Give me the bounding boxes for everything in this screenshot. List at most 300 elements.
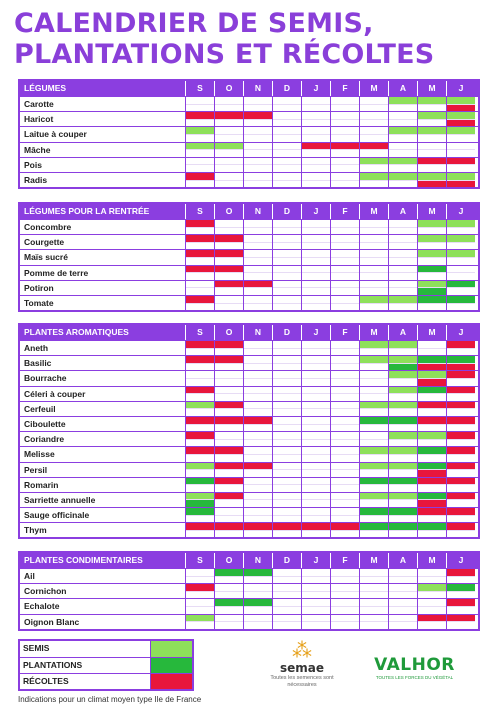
empty-mark	[302, 387, 330, 394]
section-header	[20, 81, 478, 96]
empty-mark	[186, 378, 214, 386]
empty-mark	[389, 104, 417, 112]
plantation-mark	[389, 523, 417, 530]
month-cell	[417, 296, 446, 310]
empty-mark	[447, 287, 475, 295]
month-cell	[214, 127, 243, 141]
month-cell	[359, 250, 388, 264]
month-cell	[185, 569, 214, 583]
empty-mark	[215, 363, 243, 371]
semae-logo	[262, 640, 342, 689]
month-cell	[417, 341, 446, 355]
month-cell	[388, 296, 417, 310]
empty-mark	[186, 104, 214, 112]
empty-mark	[360, 235, 388, 242]
empty-mark	[244, 493, 272, 500]
month-cell	[359, 235, 388, 249]
empty-mark	[302, 515, 330, 523]
month-cell	[359, 173, 388, 187]
month-cell	[388, 478, 417, 492]
empty-mark	[215, 303, 243, 311]
empty-mark	[418, 348, 446, 356]
empty-mark	[360, 242, 388, 250]
recolte-mark	[215, 250, 243, 257]
recolte-mark	[418, 363, 446, 371]
month-cell	[272, 143, 301, 157]
empty-mark	[215, 104, 243, 112]
empty-mark	[302, 164, 330, 172]
empty-mark	[273, 432, 301, 439]
month-cell	[417, 266, 446, 280]
month-cell	[214, 523, 243, 537]
empty-mark	[360, 281, 388, 288]
empty-mark	[186, 515, 214, 523]
month-cell	[388, 235, 417, 249]
month-cell	[301, 127, 330, 141]
empty-mark	[215, 227, 243, 235]
empty-mark	[302, 569, 330, 576]
empty-mark	[273, 499, 301, 507]
empty-mark	[273, 134, 301, 142]
month-cell	[301, 143, 330, 157]
month-cell	[359, 281, 388, 295]
title-line-2: PLANTATIONS ET RÉCOLTES	[14, 39, 435, 70]
empty-mark	[273, 356, 301, 363]
month-header: N	[243, 204, 272, 219]
month-cell	[272, 569, 301, 583]
month-cell	[272, 112, 301, 126]
empty-mark	[302, 447, 330, 454]
empty-mark	[273, 235, 301, 242]
plantation-mark	[186, 499, 214, 507]
empty-mark	[215, 127, 243, 134]
month-cell	[388, 508, 417, 522]
empty-mark	[215, 584, 243, 591]
empty-mark	[302, 112, 330, 119]
month-cell	[417, 447, 446, 461]
month-header: M	[417, 81, 446, 96]
month-cell	[359, 493, 388, 507]
empty-mark	[302, 615, 330, 622]
recolte-mark	[418, 615, 446, 622]
semis-mark	[186, 402, 214, 409]
month-cell	[417, 112, 446, 126]
month-cell	[243, 97, 272, 111]
empty-mark	[331, 173, 359, 180]
month-cell	[185, 463, 214, 477]
month-cell	[185, 296, 214, 310]
empty-mark	[215, 220, 243, 227]
recolte-mark	[186, 266, 214, 273]
month-cell	[417, 356, 446, 370]
recolte-mark	[447, 478, 475, 485]
empty-mark	[447, 134, 475, 142]
empty-mark	[273, 272, 301, 280]
month-cell	[359, 266, 388, 280]
month-cell	[446, 463, 475, 477]
empty-mark	[389, 164, 417, 172]
month-cell	[330, 387, 359, 401]
empty-mark	[360, 134, 388, 142]
empty-mark	[360, 591, 388, 599]
month-cell	[214, 478, 243, 492]
month-cell	[330, 447, 359, 461]
empty-mark	[389, 408, 417, 416]
empty-mark	[331, 242, 359, 250]
plantation-mark	[186, 478, 214, 485]
empty-mark	[302, 281, 330, 288]
empty-mark	[447, 266, 475, 273]
month-cell	[388, 250, 417, 264]
empty-mark	[273, 599, 301, 606]
empty-mark	[447, 424, 475, 432]
empty-mark	[302, 296, 330, 303]
month-cell	[417, 402, 446, 416]
empty-mark	[360, 469, 388, 477]
empty-mark	[244, 173, 272, 180]
empty-mark	[331, 104, 359, 112]
month-cell	[330, 371, 359, 385]
month-cell	[388, 417, 417, 431]
section-legumes	[18, 79, 480, 189]
empty-mark	[302, 469, 330, 477]
empty-mark	[273, 454, 301, 462]
recolte-mark	[215, 417, 243, 424]
valhor-tagline: TOUTES LES FORCES DU VÉGÉTAL	[375, 675, 454, 680]
empty-mark	[186, 303, 214, 311]
empty-mark	[186, 408, 214, 416]
month-cell	[272, 493, 301, 507]
empty-mark	[302, 173, 330, 180]
empty-mark	[273, 104, 301, 112]
empty-mark	[273, 363, 301, 371]
month-cell	[388, 127, 417, 141]
month-cell	[301, 250, 330, 264]
recolte-mark	[186, 584, 214, 591]
month-cell	[185, 158, 214, 172]
empty-mark	[244, 371, 272, 378]
empty-mark	[331, 158, 359, 165]
month-cell	[243, 432, 272, 446]
month-cell	[243, 493, 272, 507]
empty-mark	[389, 235, 417, 242]
month-header: J	[446, 553, 475, 568]
recolte-mark	[215, 112, 243, 119]
recolte-mark	[447, 387, 475, 394]
recolte-mark	[447, 119, 475, 127]
recolte-mark	[447, 432, 475, 439]
empty-mark	[244, 272, 272, 280]
empty-mark	[331, 149, 359, 157]
semis-mark	[389, 432, 417, 439]
empty-mark	[244, 149, 272, 157]
plant-name: Coriandre	[24, 434, 65, 445]
month-cell	[446, 432, 475, 446]
semis-mark	[360, 447, 388, 454]
empty-mark	[302, 591, 330, 599]
recolte-mark	[215, 266, 243, 273]
month-cell	[417, 615, 446, 629]
empty-mark	[302, 287, 330, 295]
empty-mark	[302, 371, 330, 378]
empty-mark	[360, 606, 388, 614]
empty-mark	[360, 287, 388, 295]
month-cell	[417, 387, 446, 401]
table-row	[20, 401, 478, 416]
empty-mark	[273, 569, 301, 576]
plantation-mark	[244, 599, 272, 606]
month-cell	[185, 599, 214, 613]
month-header: M	[359, 325, 388, 340]
month-cell	[214, 599, 243, 613]
month-cell	[446, 112, 475, 126]
empty-mark	[360, 266, 388, 273]
empty-mark	[215, 97, 243, 104]
legend-row-semis	[20, 641, 192, 657]
month-cell	[417, 235, 446, 249]
empty-mark	[447, 164, 475, 172]
recolte-mark	[302, 143, 330, 150]
empty-mark	[215, 432, 243, 439]
empty-mark	[331, 484, 359, 492]
month-header: N	[243, 81, 272, 96]
recolte-mark	[186, 220, 214, 227]
month-cell	[243, 356, 272, 370]
month-cell	[214, 387, 243, 401]
month-cell	[185, 235, 214, 249]
month-cell	[359, 127, 388, 141]
empty-mark	[389, 591, 417, 599]
month-header: S	[185, 553, 214, 568]
month-cell	[185, 220, 214, 234]
empty-mark	[302, 584, 330, 591]
month-cell	[446, 127, 475, 141]
semis-mark	[447, 127, 475, 134]
table-row	[20, 416, 478, 431]
month-cell	[301, 523, 330, 537]
table-row	[20, 386, 478, 401]
month-cell	[359, 432, 388, 446]
page-title	[14, 8, 494, 70]
empty-mark	[273, 158, 301, 165]
month-cell	[243, 447, 272, 461]
empty-mark	[418, 164, 446, 172]
empty-mark	[215, 348, 243, 356]
empty-mark	[389, 220, 417, 227]
month-cell	[417, 371, 446, 385]
month-cell	[417, 143, 446, 157]
empty-mark	[215, 296, 243, 303]
empty-mark	[418, 599, 446, 606]
month-cell	[330, 173, 359, 187]
recolte-mark	[447, 402, 475, 409]
empty-mark	[273, 469, 301, 477]
empty-mark	[302, 417, 330, 424]
empty-mark	[389, 134, 417, 142]
empty-mark	[215, 484, 243, 492]
empty-mark	[360, 112, 388, 119]
semis-mark	[389, 173, 417, 180]
month-cell	[301, 371, 330, 385]
semae-name: semae	[279, 661, 325, 675]
month-cell	[214, 296, 243, 310]
table-row	[20, 507, 478, 522]
table-row	[20, 126, 478, 141]
month-header: A	[388, 204, 417, 219]
month-cell	[185, 250, 214, 264]
empty-mark	[360, 615, 388, 622]
recolte-mark	[447, 371, 475, 378]
empty-mark	[331, 606, 359, 614]
empty-mark	[331, 235, 359, 242]
empty-mark	[331, 591, 359, 599]
empty-mark	[447, 499, 475, 507]
month-cell	[185, 432, 214, 446]
month-cell	[185, 402, 214, 416]
empty-mark	[302, 576, 330, 584]
empty-mark	[360, 387, 388, 394]
month-cell	[330, 599, 359, 613]
month-cell	[417, 432, 446, 446]
empty-mark	[360, 515, 388, 523]
plant-name: Cornichon	[24, 586, 67, 597]
semis-mark	[418, 220, 446, 227]
month-cell	[243, 508, 272, 522]
empty-mark	[215, 158, 243, 165]
month-cell	[272, 341, 301, 355]
legend-label-recoltes: RÉCOLTES	[23, 676, 69, 686]
month-cell	[446, 402, 475, 416]
empty-mark	[244, 119, 272, 127]
month-cell	[446, 143, 475, 157]
empty-mark	[186, 591, 214, 599]
empty-mark	[302, 484, 330, 492]
month-cell	[272, 432, 301, 446]
empty-mark	[331, 393, 359, 401]
month-cell	[243, 463, 272, 477]
empty-mark	[273, 250, 301, 257]
month-cell	[330, 296, 359, 310]
plantation-mark	[418, 266, 446, 273]
month-cell	[417, 508, 446, 522]
empty-mark	[389, 119, 417, 127]
empty-mark	[186, 439, 214, 447]
empty-mark	[447, 530, 475, 538]
empty-mark	[302, 508, 330, 515]
empty-mark	[273, 180, 301, 188]
empty-mark	[418, 530, 446, 538]
empty-mark	[244, 341, 272, 348]
empty-mark	[244, 143, 272, 150]
month-cell	[388, 402, 417, 416]
recolte-mark	[186, 387, 214, 394]
month-cell	[388, 356, 417, 370]
table-row	[20, 462, 478, 477]
month-cell	[214, 341, 243, 355]
table-row	[20, 96, 478, 111]
empty-mark	[215, 454, 243, 462]
empty-mark	[302, 363, 330, 371]
semis-mark	[360, 341, 388, 348]
empty-mark	[302, 408, 330, 416]
month-cell	[446, 417, 475, 431]
empty-mark	[186, 576, 214, 584]
month-cell	[330, 417, 359, 431]
month-cell	[388, 97, 417, 111]
table-row	[20, 614, 478, 629]
empty-mark	[418, 341, 446, 348]
semis-mark	[418, 127, 446, 134]
empty-mark	[331, 584, 359, 591]
empty-mark	[273, 478, 301, 485]
empty-mark	[360, 149, 388, 157]
month-header: O	[214, 325, 243, 340]
month-header: J	[301, 81, 330, 96]
plant-name: Tomate	[24, 297, 54, 308]
recolte-mark	[273, 523, 301, 530]
semis-mark	[389, 447, 417, 454]
empty-mark	[244, 408, 272, 416]
month-cell	[388, 463, 417, 477]
recolte-mark	[447, 493, 475, 500]
empty-mark	[273, 417, 301, 424]
empty-mark	[273, 371, 301, 378]
semis-mark	[418, 112, 446, 119]
empty-mark	[389, 499, 417, 507]
empty-mark	[273, 439, 301, 447]
empty-mark	[273, 97, 301, 104]
month-cell	[243, 112, 272, 126]
recolte-mark	[302, 523, 330, 530]
empty-mark	[331, 508, 359, 515]
empty-mark	[215, 164, 243, 172]
recolte-mark	[215, 402, 243, 409]
empty-mark	[215, 378, 243, 386]
empty-mark	[360, 227, 388, 235]
empty-mark	[302, 463, 330, 470]
empty-mark	[447, 242, 475, 250]
month-cell	[185, 417, 214, 431]
empty-mark	[215, 287, 243, 295]
empty-mark	[186, 599, 214, 606]
month-cell	[330, 569, 359, 583]
recolte-mark	[244, 463, 272, 470]
empty-mark	[331, 454, 359, 462]
recolte-mark	[186, 417, 214, 424]
empty-mark	[273, 112, 301, 119]
empty-mark	[389, 242, 417, 250]
empty-mark	[331, 378, 359, 386]
empty-mark	[186, 363, 214, 371]
month-cell	[301, 97, 330, 111]
legend-swatch-recoltes	[150, 674, 192, 689]
empty-mark	[331, 180, 359, 188]
month-cell	[388, 371, 417, 385]
empty-mark	[244, 378, 272, 386]
empty-mark	[447, 591, 475, 599]
month-cell	[417, 173, 446, 187]
plant-name: Carotte	[24, 99, 54, 109]
empty-mark	[244, 621, 272, 629]
empty-mark	[447, 515, 475, 523]
empty-mark	[244, 266, 272, 273]
month-cell	[185, 447, 214, 461]
plant-name: Concombre	[24, 222, 72, 232]
empty-mark	[244, 402, 272, 409]
month-cell	[330, 584, 359, 598]
month-cell	[214, 266, 243, 280]
section-title: LÉGUMES	[24, 83, 67, 93]
